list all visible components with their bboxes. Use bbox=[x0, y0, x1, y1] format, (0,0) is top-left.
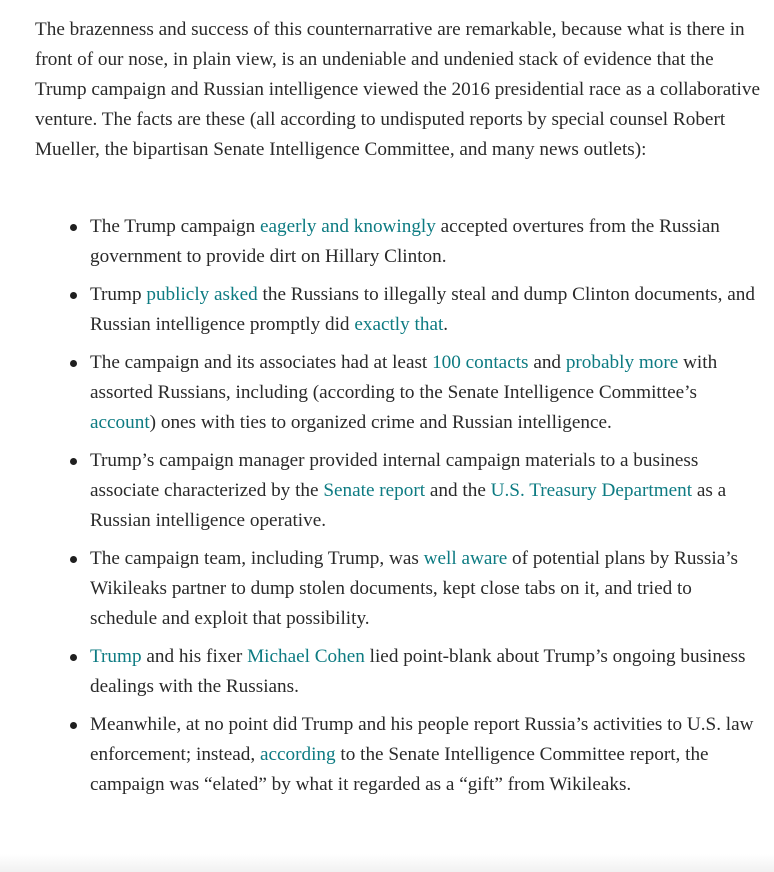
link-probably-more[interactable]: probably more bbox=[565, 352, 679, 373]
list-item bbox=[90, 642, 762, 702]
list-item bbox=[90, 544, 762, 634]
bullet-text: lied point-blank about Trump’s ongoing business dealings with the Russians. bbox=[90, 646, 746, 697]
bottom-fade bbox=[0, 854, 774, 872]
link-trump[interactable]: Trump bbox=[90, 646, 142, 667]
bullet-text: to the Senate Intelligence Committee report, the campaign was “elated” by what it regarded as a “gift” from Wikileaks. bbox=[90, 744, 709, 795]
bullet-text: . bbox=[443, 314, 449, 335]
list-item bbox=[90, 710, 762, 800]
bullet-text: and his fixer bbox=[141, 646, 248, 667]
bullet-text: ) ones with ties to organized crime and Russian intelligence. bbox=[149, 412, 612, 433]
bullet-text: accepted overtures from the Russian government to provide dirt on Hillary Clinton. bbox=[90, 216, 720, 267]
link-publicly-asked[interactable]: publicly asked bbox=[146, 284, 258, 305]
list-item bbox=[90, 348, 762, 438]
bullet-text: as a Russian intelligence operative. bbox=[90, 480, 727, 531]
link-account[interactable]: account bbox=[90, 412, 150, 433]
intro-paragraph: The brazenness and success of this counternarrative are remarkable, because what is there in front of our nose, in plain view, is an undeniable and undenied stack of evidence that the Trump campaign and Russian intelligence viewed the 2016 presidential race as a collaborative venture. The facts are these (all according to undisputed reports by special counsel Robert Mueller, the bipartisan Senate Intelligence Committee, and many news outlets): bbox=[35, 19, 760, 160]
bullet-text: and the bbox=[425, 480, 491, 501]
bullet-text: with assorted Russians, including (according to the Senate Intelligence Committee’s bbox=[90, 352, 718, 403]
link-according[interactable]: according bbox=[259, 744, 336, 765]
bullet-text: Meanwhile, at no point did Trump and his people report Russia’s activities to U.S. law enforcement; instead, bbox=[90, 714, 754, 765]
link-eagerly-and-knowingly[interactable]: eagerly and knowingly bbox=[260, 216, 436, 237]
link-senate-report[interactable]: Senate report bbox=[323, 480, 426, 501]
list-item bbox=[90, 280, 762, 340]
bullet-text: Trump bbox=[90, 284, 147, 305]
facts-list bbox=[90, 212, 762, 808]
bullet-text: the Russians to illegally steal and dump Clinton documents, and Russian intelligence promptly did bbox=[90, 284, 755, 335]
link-100-contacts[interactable]: 100 contacts bbox=[432, 352, 529, 373]
bullet-text: and bbox=[528, 352, 566, 373]
link-michael-cohen[interactable]: Michael Cohen bbox=[247, 646, 365, 667]
list-item bbox=[90, 212, 762, 272]
bullet-text: of potential plans by Russia’s Wikileaks partner to dump stolen documents, kept close tabs on it, and tried to schedule and exploit that possibility. bbox=[90, 548, 739, 629]
bullet-text: The campaign team, including Trump, was bbox=[90, 548, 424, 569]
link-us-treasury-department[interactable]: U.S. Treasury Department bbox=[490, 480, 693, 501]
bullet-text: The Trump campaign bbox=[90, 216, 261, 237]
bullet-text: Trump’s campaign manager provided internal campaign materials to a business associate characterized by the bbox=[90, 450, 699, 501]
link-exactly-that[interactable]: exactly that bbox=[354, 314, 444, 335]
link-well-aware[interactable]: well aware bbox=[423, 548, 508, 569]
list-item bbox=[90, 446, 762, 536]
bullet-text: The campaign and its associates had at least bbox=[90, 352, 433, 373]
